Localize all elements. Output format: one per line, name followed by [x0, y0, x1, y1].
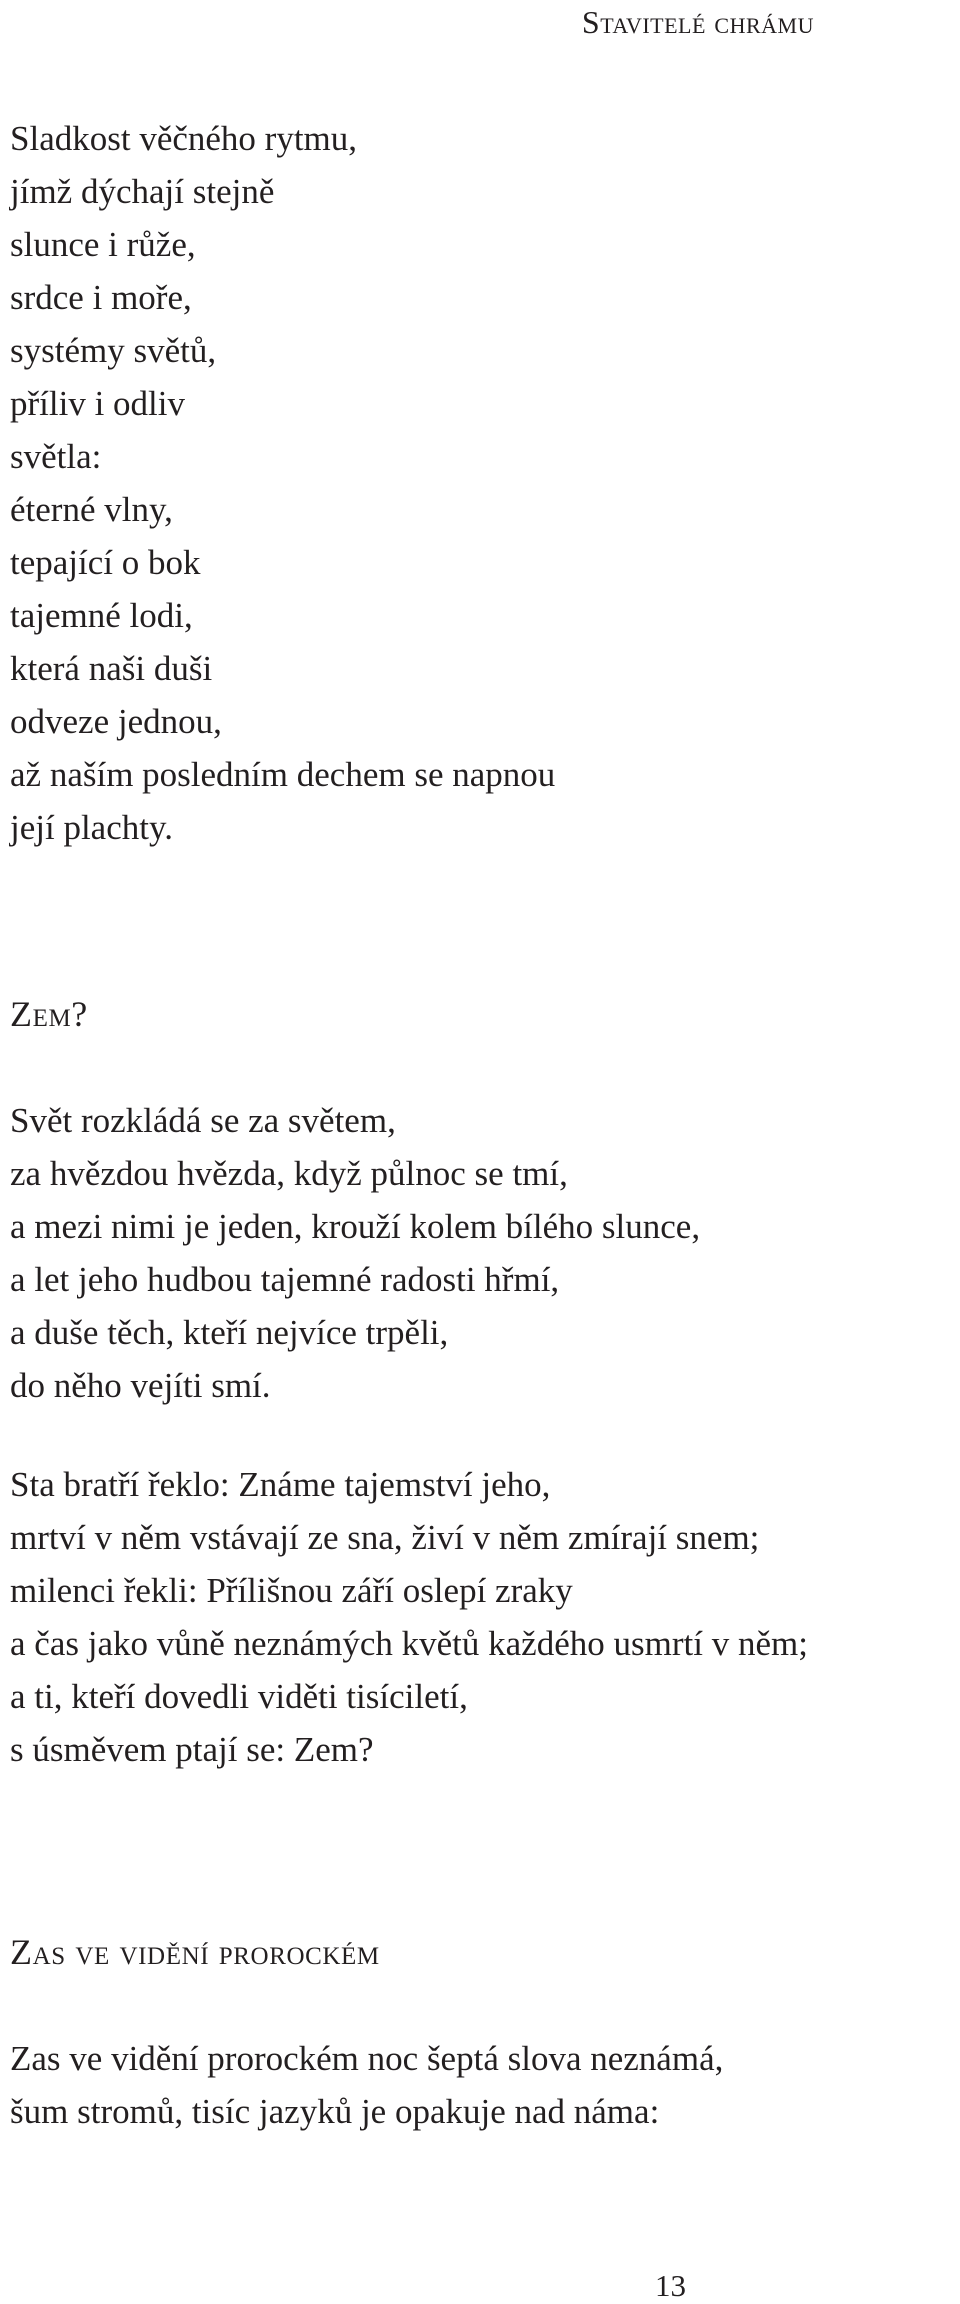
poem-stanza — [10, 112, 555, 854]
verse-line: světla: — [10, 437, 102, 476]
verse-line: příliv i odliv — [10, 384, 185, 423]
verse-line: Svět rozkládá se za světem, — [10, 1101, 396, 1140]
verse-line: za hvězdou hvězda, když půlnoc se tmí, — [10, 1154, 568, 1193]
page-number: 13 — [655, 2268, 686, 2303]
verse-line: a duše těch, kteří nejvíce trpěli, — [10, 1313, 449, 1352]
verse-line: slunce i růže, — [10, 225, 196, 264]
verse-line: Sta bratří řeklo: Známe tajemství jeho, — [10, 1465, 551, 1504]
verse-line: tajemné lodi, — [10, 596, 193, 635]
poem-stanza — [10, 1094, 700, 1412]
running-header: Stavitelé chrámu — [581, 4, 814, 40]
verse-line: Zas ve vidění prorockém noc šeptá slova neznámá, — [10, 2039, 724, 2078]
verse-line: a ti, kteří dovedli viděti tisíciletí, — [10, 1677, 468, 1716]
verse-line: jímž dýchají stejně — [10, 172, 275, 211]
verse-line: systémy světů, — [10, 331, 217, 370]
verse-line: odveze jednou, — [10, 702, 222, 741]
verse-line: srdce i moře, — [10, 278, 192, 317]
verse-line: a let jeho hudbou tajemné radosti hřmí, — [10, 1260, 560, 1299]
verse-line: až naším posledním dechem se napnou — [10, 755, 556, 794]
poem-stanza — [10, 1458, 808, 1776]
verse-line: její plachty. — [10, 808, 173, 847]
poem-stanza — [10, 2032, 723, 2138]
verse-line: éterné vlny, — [10, 490, 173, 529]
verse-line: Sladkost věčného rytmu, — [10, 119, 358, 158]
poem-title: Zas ve vidění prorockém — [10, 1932, 380, 1972]
verse-line: mrtví v něm vstávají ze sna, živí v něm zmírají snem; — [10, 1518, 760, 1557]
verse-line: tepající o bok — [10, 543, 201, 582]
verse-line: do něho vejíti smí. — [10, 1366, 271, 1405]
poem-title: Zem? — [10, 994, 88, 1034]
verse-line: která naši duši — [10, 649, 213, 688]
verse-line: milenci řekli: Přílišnou září oslepí zraky — [10, 1571, 573, 1610]
verse-line: s úsměvem ptají se: Zem? — [10, 1730, 374, 1769]
verse-line: a mezi nimi je jeden, krouží kolem bílého slunce, — [10, 1207, 701, 1246]
verse-line: šum stromů, tisíc jazyků je opakuje nad náma: — [10, 2092, 660, 2131]
verse-line: a čas jako vůně neznámých květů každého usmrtí v něm; — [10, 1624, 808, 1663]
